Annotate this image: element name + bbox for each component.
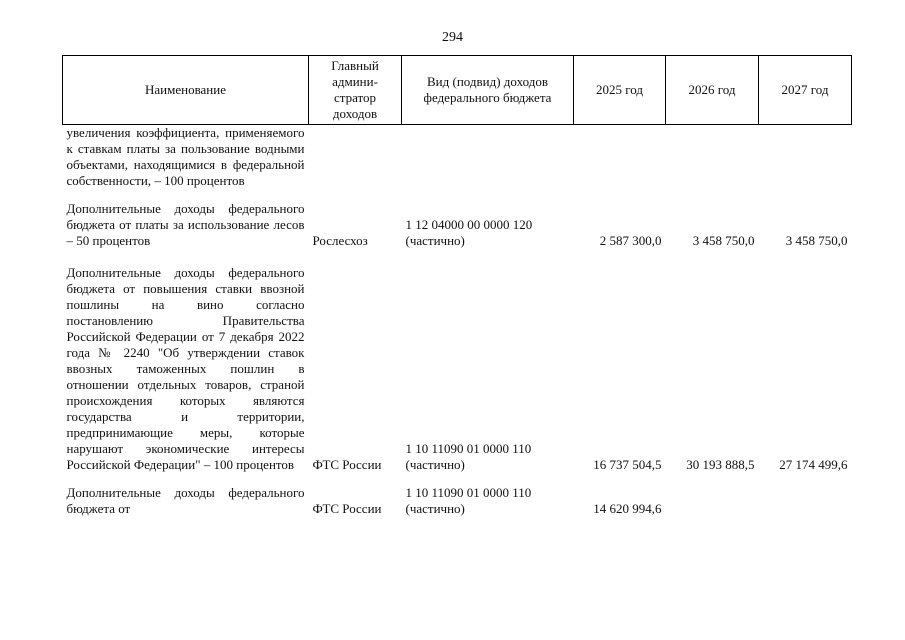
row-2026: 3 458 750,0 xyxy=(692,233,755,248)
row-admin: ФТС России xyxy=(312,457,382,472)
row-2026: 30 193 888,5 xyxy=(686,457,755,472)
row-2027 xyxy=(759,485,852,517)
header-2027: 2027 год xyxy=(759,56,852,125)
header-code: Вид (подвид) доходов федерального бюджета xyxy=(402,56,574,125)
row-code: 1 12 04000 00 0000 120 (частично) xyxy=(405,217,533,248)
row-2027: 3 458 750,0 xyxy=(785,233,848,248)
table-row xyxy=(63,201,852,263)
budget-revenue-table xyxy=(62,55,852,517)
row-2025: 2 587 300,0 xyxy=(599,233,662,248)
row-code: 1 10 11090 01 0000 110 (частично) xyxy=(405,485,532,516)
row-admin: ФТС России xyxy=(312,501,382,516)
header-2026: 2026 год xyxy=(666,56,759,125)
row-name: Дополнительные доходы федерального бюджета от платы за использование лесов – 50 процентов xyxy=(66,201,305,248)
row-admin xyxy=(309,125,402,202)
row-name: Дополнительные доходы федерального бюджета от xyxy=(66,485,305,516)
header-2025: 2025 год xyxy=(574,56,666,125)
row-2025: 14 620 994,6 xyxy=(593,501,662,516)
row-name: Дополнительные доходы федерального бюджета от повышения ставки ввозной пошлины на вино согласно постановлению Правительства Российской Федерации от 7 декабря 2022 года № 2240 "Об утверждении ставок ввозных таможенных пошлин в отношении отдельных товаров, страной происхождения которых являются государства и территории, предпринимающие меры, которые нарушают экономические интересы Российской Федерации" – 100 процентов xyxy=(66,265,305,472)
header-name: Наименование xyxy=(63,56,309,125)
row-code xyxy=(402,125,574,202)
table-row xyxy=(63,263,852,485)
row-2025 xyxy=(574,125,666,202)
row-code: 1 10 11090 01 0000 110 (частично) xyxy=(405,441,532,472)
row-2027: 27 174 499,6 xyxy=(779,457,848,472)
row-admin: Рослесхоз xyxy=(312,233,368,248)
page-number: 294 xyxy=(442,30,463,45)
table-header-row xyxy=(63,56,852,125)
row-2027 xyxy=(759,125,852,202)
header-admin: Главный админи-стратор доходов xyxy=(309,56,402,125)
row-2025: 16 737 504,5 xyxy=(593,457,662,472)
row-2026 xyxy=(666,125,759,202)
table-row xyxy=(63,125,852,202)
row-name: увеличения коэффициента, применяемого к ставкам платы за пользование водными объектами, находящимися в федеральной собственности, – 100 процентов xyxy=(66,125,305,188)
row-2026 xyxy=(666,485,759,517)
table-row xyxy=(63,485,852,517)
